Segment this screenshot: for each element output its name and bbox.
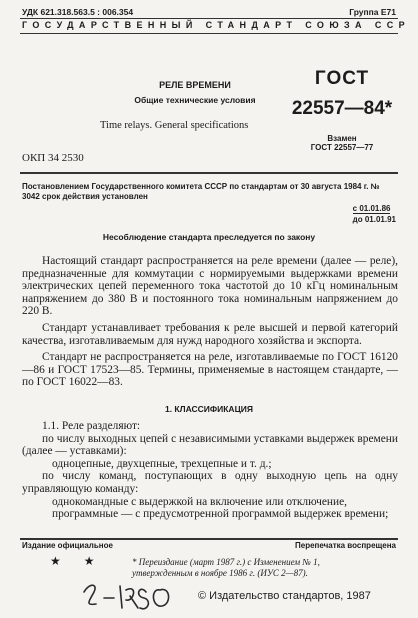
- replace-label: Взамен: [327, 134, 357, 143]
- stars-mark: ★ ★: [50, 554, 105, 568]
- gost-block: [280, 68, 404, 152]
- validity-dates: [353, 203, 396, 225]
- top-rule: [20, 18, 398, 19]
- footer-rule: [20, 538, 398, 540]
- list-item: по числу выходных цепей с независимыми уставками выдержек времени (далее — уставками):: [22, 432, 398, 458]
- okp-code: ОКП 34 2530: [22, 152, 84, 164]
- gost-number: 22557—84*: [291, 98, 393, 119]
- classification-list: [22, 420, 398, 521]
- reprint-note-line: утвержденным в ноябре 1986 г. (ИУС 2—87).: [132, 567, 308, 578]
- handwritten-signature: [80, 578, 200, 614]
- body-paragraph-3: Стандарт не распространяется на реле, изготавливаемые по ГОСТ 16120—86 и ГОСТ 17523—85. Термины, применяемые в настоящем стандарте, — по ГОСТ 16022—83.: [22, 351, 398, 389]
- date-to: до 01.01.91: [352, 215, 396, 224]
- list-item: одноцепные, двухцепные, трехцепные и т. д.;: [52, 457, 272, 470]
- body-paragraph-2: Стандарт устанавливает требования к реле высшей и первой категорий качества, изготавливаемым для нужд народного хозяйства и экспорта.: [22, 321, 398, 347]
- list-item: по числу команд, поступающих в одну выходную цепь на одну управляющую команду:: [22, 470, 398, 495]
- list-item: 1.1. Реле разделяют:: [42, 420, 141, 432]
- group-code: Группа Е71: [349, 7, 396, 17]
- list-item: однокомандные с выдержкой на включение или отключение,: [52, 495, 348, 508]
- title-block: [120, 80, 270, 105]
- state-standard-banner: ГОСУДАРСТВЕННЫЙ СТАНДАРТ СОЮЗА ССР: [22, 20, 411, 30]
- official-edition-label: Издание официальное: [22, 541, 113, 550]
- standard-title: РЕЛЕ ВРЕМЕНИ: [159, 80, 231, 90]
- banner-rule: [20, 33, 398, 34]
- gost-label: ГОСТ: [314, 68, 370, 89]
- section-rule: [20, 172, 398, 174]
- english-title: Time relays. General specifications: [100, 120, 249, 131]
- list-item: программные — с предусмотренной программой выдержек времени;: [52, 508, 389, 521]
- decree-text: Постановлением Государственного комитета СССР по стандартам от 30 августа 1984 г. № 3042 срок действия установлен: [22, 182, 380, 201]
- standard-subtitle: Общие технические условия: [134, 95, 256, 105]
- reprint-note-line: * Переиздание (март 1987 г.) с Изменением № 1,: [132, 557, 320, 567]
- replaced-standard: ГОСТ 22557—77: [310, 143, 374, 152]
- date-from: с 01.01.86: [352, 204, 391, 213]
- udk-code: УДК 621.318.563.5 : 006.354: [22, 7, 134, 17]
- reprint-prohibited-label: Перепечатка воспрещена: [295, 541, 396, 550]
- body-paragraph-1: Настоящий стандарт распространяется на реле времени (далее — реле), предназначенные для коммутации с нормируемыми выдержками времени электрических цепей переменного тока частотой до 10 кГц номинальным напряжением до 380 В и постоянного тока номинальным напряжением до 220 В.: [22, 255, 398, 318]
- section-heading: 1. КЛАССИФИКАЦИЯ: [164, 404, 254, 414]
- penalty-notice: Несоблюдение стандарта преследуется по закону: [102, 232, 316, 242]
- copyright-notice: © Издательство стандартов, 1987: [198, 590, 371, 602]
- body-text: [22, 255, 398, 393]
- reprint-note: [132, 557, 392, 578]
